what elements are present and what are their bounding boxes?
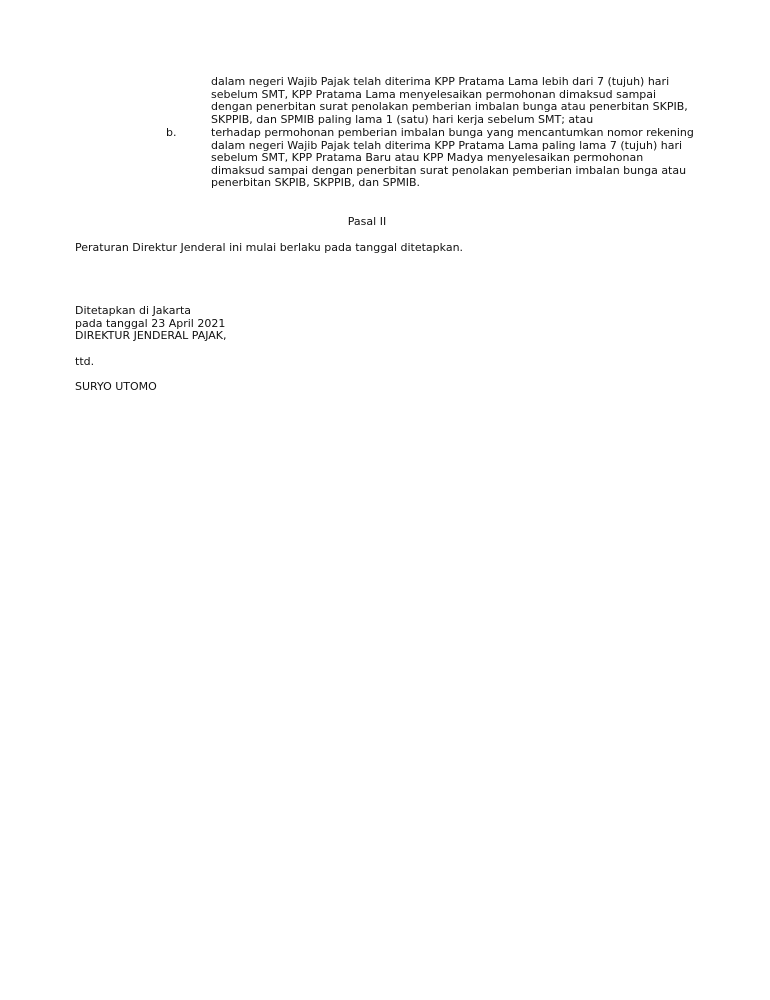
item-b-text [211,126,694,190]
signature-title: DIREKTUR JENDERAL PAJAK, [75,329,227,343]
text-line: SKPPIB, dan SPMIB paling lama 1 (satu) hari kerja sebelum SMT; atau [211,112,594,126]
text-line: terhadap permohonan pemberian imbalan bunga yang mencantumkan nomor rekening [211,126,694,139]
signature-place: Ditetapkan di Jakarta [75,304,192,317]
signature-block [75,305,227,343]
effective-paragraph: Peraturan Direktur Jenderal ini mulai berlaku pada tanggal ditetapkan. [75,241,464,254]
text-line: dalam negeri Wajib Pajak telah diterima KPP Pratama Lama lebih dari 7 (tujuh) hari [211,75,670,88]
text-line: dimaksud sampai dengan penerbitan surat penolakan pemberian imbalan bunga atau [211,163,687,177]
signature-date: pada tanggal 23 April 2021 [75,316,226,330]
signature-ttd: ttd. [75,355,95,368]
item-a-continuation [211,75,688,126]
text-line: dalam negeri Wajib Pajak telah diterima KPP Pratama Lama paling lama 7 (tujuh) hari [211,138,683,152]
text-line: dengan penerbitan surat penolakan pemberian imbalan bunga atau penerbitan SKPIB, [211,100,688,114]
text-line: sebelum SMT, KPP Pratama Lama menyelesaikan permohonan dimaksud sampai [211,87,657,101]
pasal-heading: Pasal II [347,215,387,228]
text-line: penerbitan SKPIB, SKPPIB, dan SPMIB. [211,176,421,190]
text-line: sebelum SMT, KPP Pratama Baru atau KPP Madya menyelesaikan permohonan [211,151,644,165]
item-b-marker: b. [166,126,177,139]
signer-name: SURYO UTOMO [75,380,157,393]
